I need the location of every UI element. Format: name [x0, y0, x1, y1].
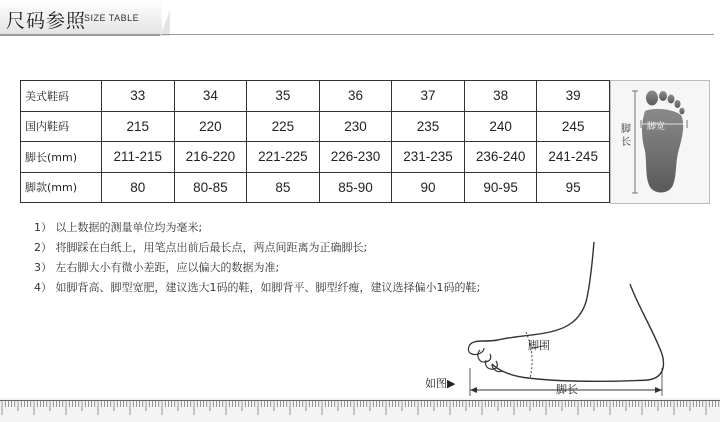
- size-table: [20, 80, 610, 203]
- table-row-foot-width: [21, 172, 610, 203]
- table-cell: 39: [537, 81, 610, 112]
- table-cell: 35: [247, 81, 320, 112]
- table-cell: 90: [392, 172, 465, 203]
- table-row-foot-length: [21, 142, 610, 173]
- table-cell: 236-240: [464, 142, 537, 173]
- table-cell: 38: [464, 81, 537, 112]
- table-cell: 230: [319, 111, 392, 142]
- table-cell: 37: [392, 81, 465, 112]
- foot-width-label: 脚宽: [647, 122, 666, 132]
- table-cell: 80-85: [174, 172, 247, 203]
- header-notch: [160, 10, 170, 36]
- foot-side-illustration: [440, 236, 720, 398]
- note-item: 1） 以上数据的测量单位均为毫米;: [34, 221, 203, 234]
- table-cell: 85-90: [319, 172, 392, 203]
- table-cell: 90-95: [464, 172, 537, 203]
- table-cell: 211-215: [102, 142, 175, 173]
- table-cell: 241-245: [537, 142, 610, 173]
- table-cell: 34: [174, 81, 247, 112]
- table-cell: 245: [537, 111, 610, 142]
- table-row-us-size: [21, 81, 610, 112]
- table-cell: 36: [319, 81, 392, 112]
- header-rule: [162, 34, 714, 35]
- row-label: 美式鞋码: [21, 81, 102, 112]
- notes-list: [34, 218, 480, 298]
- girth-label: 脚围: [528, 339, 550, 352]
- page-subtitle: SIZE TABLE: [84, 13, 140, 23]
- table-cell: 95: [537, 172, 610, 203]
- table-cell: 231-235: [392, 142, 465, 173]
- table-cell: 226-230: [319, 142, 392, 173]
- table-cell: 221-225: [247, 142, 320, 173]
- note-item: 4） 如脚背高、脚型宽肥，建议选大1码的鞋，如脚背平、脚型纤瘦，建议选择偏小1码的鞋;: [34, 281, 481, 294]
- table-cell: 220: [174, 111, 247, 142]
- note-item: 2） 将脚踩在白纸上，用笔点出前后最长点，两点间距离为正确脚长;: [34, 241, 368, 254]
- row-label: 脚款(mm): [21, 172, 102, 203]
- table-cell: 216-220: [174, 142, 247, 173]
- table-cell: 85: [247, 172, 320, 203]
- as-figure-label: 如图▶: [425, 377, 456, 390]
- table-cell: 80: [102, 172, 175, 203]
- note-item: 3） 左右脚大小有微小差距，应以偏大的数据为准;: [34, 261, 280, 274]
- row-label: 脚长(mm): [21, 142, 102, 173]
- table-cell: 33: [102, 81, 175, 112]
- table-cell: 215: [102, 111, 175, 142]
- table-cell: 240: [464, 111, 537, 142]
- header-tab: [0, 0, 162, 36]
- page-title: 尺码参照: [6, 10, 87, 32]
- table-cell: 235: [392, 111, 465, 142]
- row-label: 国内鞋码: [21, 111, 102, 142]
- table-row-cn-size: [21, 111, 610, 142]
- table-cell: 225: [247, 111, 320, 142]
- length-label: 脚长: [556, 383, 578, 396]
- ruler-graphic: [0, 398, 720, 422]
- foot-length-label: 脚长: [621, 124, 631, 148]
- foot-outline-panel: [610, 80, 710, 204]
